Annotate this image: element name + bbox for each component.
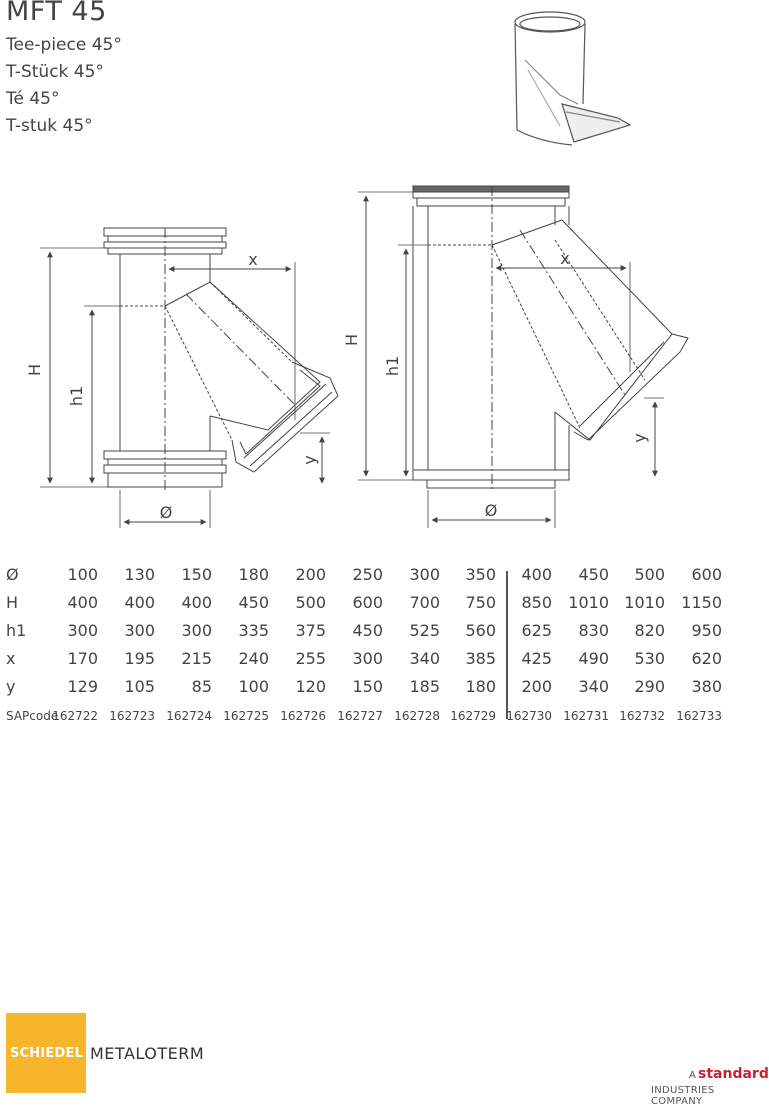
right-y-label: y — [630, 433, 649, 443]
subtitle-fr: Té 45° — [6, 89, 60, 109]
spec-cell: 105 — [124, 677, 155, 696]
spec-cell: 700 — [409, 593, 440, 612]
spec-row — [0, 593, 757, 621]
spec-cell: 350 — [465, 565, 496, 584]
spec-cell: 129 — [67, 677, 98, 696]
spec-cell: 290 — [634, 677, 665, 696]
spec-cell: 600 — [352, 593, 383, 612]
spec-cell: 450 — [238, 593, 269, 612]
spec-cell: 425 — [521, 649, 552, 668]
right-h-label: H — [342, 333, 361, 347]
spec-cell: 162733 — [676, 709, 722, 723]
spec-cell: 162726 — [280, 709, 326, 723]
schiedel-logo-text: SCHIEDEL — [10, 1046, 84, 1061]
left-h-label: H — [25, 363, 44, 377]
spec-cell: 380 — [691, 677, 722, 696]
spec-cell: 162732 — [619, 709, 665, 723]
spec-cell: 530 — [634, 649, 665, 668]
spec-row — [0, 565, 757, 593]
spec-cell: 490 — [578, 649, 609, 668]
spec-cell: 162730 — [506, 709, 552, 723]
spec-cell: 240 — [238, 649, 269, 668]
standard-prefix: A — [689, 1070, 696, 1081]
spec-cell: 120 — [295, 677, 326, 696]
spec-row-label: H — [6, 593, 19, 612]
spec-row — [0, 649, 757, 677]
spec-cell: 335 — [238, 621, 269, 640]
spec-cell: 625 — [521, 621, 552, 640]
right-x-label: x — [560, 249, 570, 268]
spec-cell: 400 — [124, 593, 155, 612]
right-diameter-label: Ø — [484, 501, 498, 520]
spec-cell: 1150 — [681, 593, 722, 612]
spec-row-label: h1 — [6, 621, 27, 640]
spec-cell: 100 — [67, 565, 98, 584]
spec-cell: 1010 — [624, 593, 665, 612]
subtitle-nl: T-stuk 45° — [6, 116, 93, 136]
standard-company: INDUSTRIES COMPANY — [651, 1085, 715, 1107]
spec-cell: 180 — [465, 677, 496, 696]
left-diameter-label: Ø — [159, 503, 173, 522]
spec-cell: 300 — [124, 621, 155, 640]
product-illustration — [515, 12, 630, 145]
spec-cell: 170 — [67, 649, 98, 668]
standard-logo: standard — [698, 1066, 769, 1082]
spec-cell: 620 — [691, 649, 722, 668]
spec-cell: 162725 — [223, 709, 269, 723]
spec-cell: 255 — [295, 649, 326, 668]
spec-cell: 85 — [191, 677, 212, 696]
spec-cell: 162729 — [450, 709, 496, 723]
spec-row — [0, 709, 757, 737]
spec-cell: 162723 — [109, 709, 155, 723]
spec-cell: 400 — [181, 593, 212, 612]
spec-cell: 150 — [352, 677, 383, 696]
spec-cell: 162727 — [337, 709, 383, 723]
right-h1-label: h1 — [383, 355, 402, 377]
spec-cell: 400 — [521, 565, 552, 584]
spec-cell: 340 — [409, 649, 440, 668]
spec-cell: 162728 — [394, 709, 440, 723]
spec-cell: 375 — [295, 621, 326, 640]
spec-cell: 200 — [295, 565, 326, 584]
spec-cell: 150 — [181, 565, 212, 584]
spec-cell: 950 — [691, 621, 722, 640]
spec-cell: 300 — [352, 649, 383, 668]
left-tee-drawing — [40, 228, 338, 528]
spec-cell: 185 — [409, 677, 440, 696]
spec-cell: 560 — [465, 621, 496, 640]
spec-cell: 600 — [691, 565, 722, 584]
metaloterm-brand: METALOTERM — [90, 1044, 205, 1063]
spec-cell: 820 — [634, 621, 665, 640]
spec-cell: 340 — [578, 677, 609, 696]
spec-cell: 300 — [181, 621, 212, 640]
spec-row-label: Ø — [6, 565, 19, 584]
spec-cell: 130 — [124, 565, 155, 584]
subtitle-en: Tee-piece 45° — [6, 35, 122, 55]
right-tee-drawing — [358, 186, 688, 528]
spec-cell: 525 — [409, 621, 440, 640]
spec-cell: 750 — [465, 593, 496, 612]
spec-cell: 200 — [521, 677, 552, 696]
spec-cell: 162724 — [166, 709, 212, 723]
spec-cell: 300 — [409, 565, 440, 584]
spec-row-label: x — [6, 649, 16, 668]
spec-cell: 250 — [352, 565, 383, 584]
spec-cell: 385 — [465, 649, 496, 668]
spec-cell: 180 — [238, 565, 269, 584]
spec-row — [0, 677, 757, 705]
left-y-label: y — [300, 455, 319, 465]
subtitle-de: T-Stück 45° — [6, 62, 104, 82]
spec-cell: 500 — [295, 593, 326, 612]
spec-cell: 162722 — [52, 709, 98, 723]
technical-drawing — [0, 0, 757, 560]
product-title: MFT 45 — [6, 0, 107, 27]
spec-cell: 215 — [181, 649, 212, 668]
spec-cell: 830 — [578, 621, 609, 640]
spec-row — [0, 621, 757, 649]
spec-cell: 162731 — [563, 709, 609, 723]
spec-row-label: y — [6, 677, 16, 696]
spec-cell: 450 — [352, 621, 383, 640]
spec-table — [0, 565, 757, 745]
spec-row-label: SAPcode — [6, 709, 59, 723]
spec-cell: 1010 — [568, 593, 609, 612]
spec-cell: 195 — [124, 649, 155, 668]
spec-cell: 500 — [634, 565, 665, 584]
spec-cell: 300 — [67, 621, 98, 640]
spec-cell: 400 — [67, 593, 98, 612]
spec-cell: 850 — [521, 593, 552, 612]
spec-cell: 100 — [238, 677, 269, 696]
left-h1-label: h1 — [67, 385, 86, 407]
spec-cell: 450 — [578, 565, 609, 584]
left-x-label: x — [248, 250, 258, 269]
